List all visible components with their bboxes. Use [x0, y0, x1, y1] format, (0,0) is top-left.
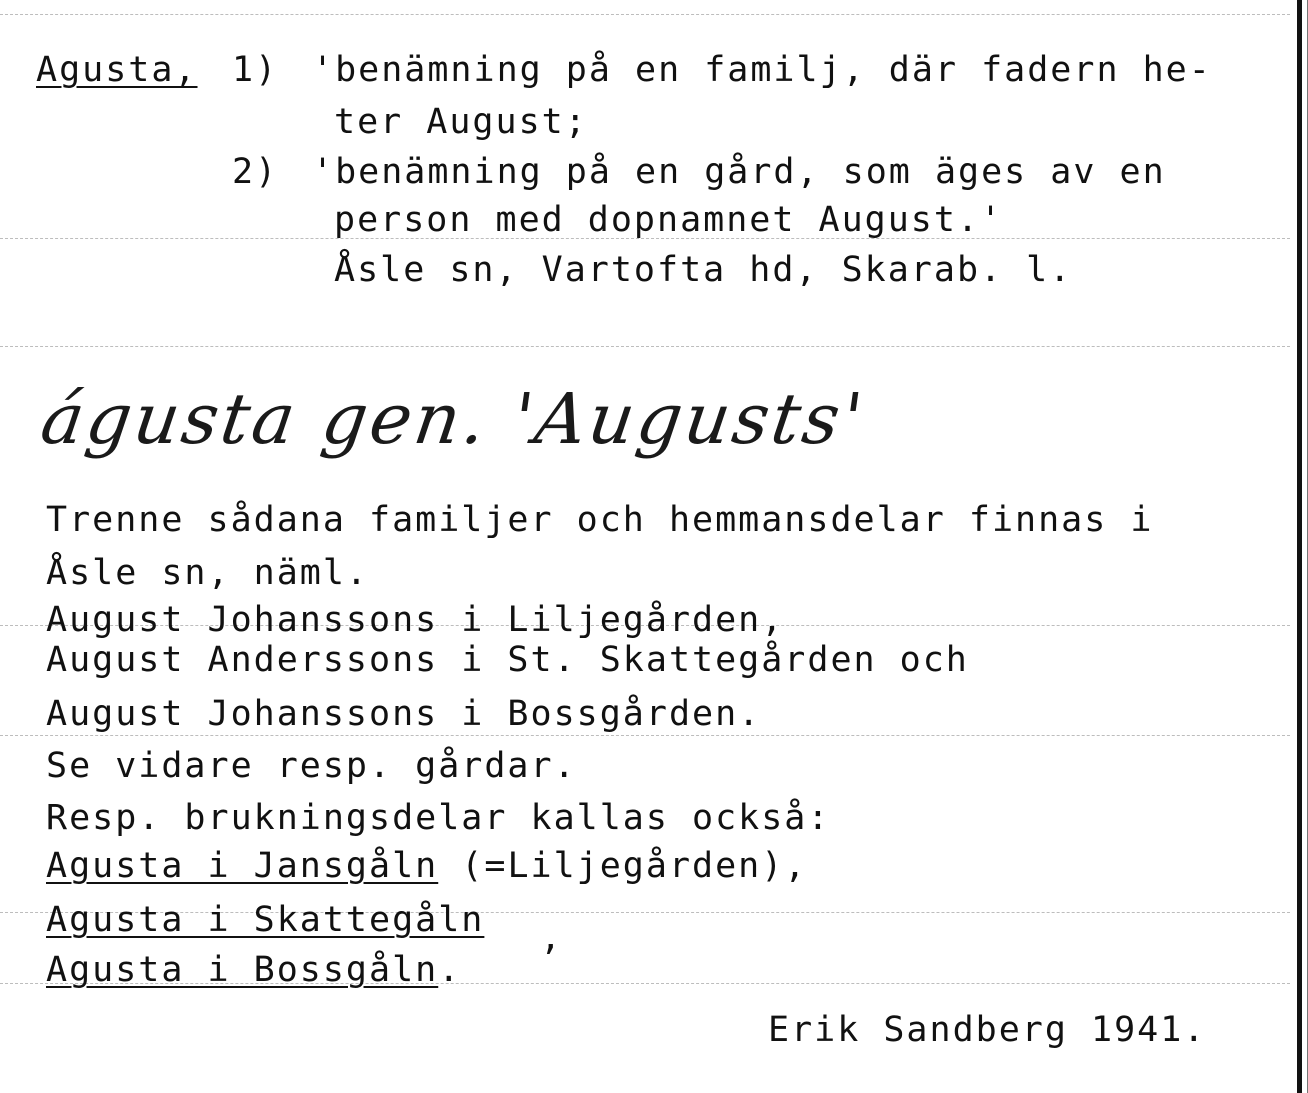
- variant-line: [46, 950, 461, 990]
- handwritten-comma: ,: [540, 918, 564, 958]
- sense-2-number: 2): [232, 152, 279, 192]
- body-line: August Johanssons i Liljegården,: [46, 600, 785, 640]
- body-line: Trenne sådana familjer och hemmansdelar finnas i: [46, 500, 1154, 540]
- location: Åsle sn, Vartofta hd, Skarab. l.: [334, 250, 1073, 290]
- variant-end: .: [438, 950, 462, 990]
- variant-name: Agusta i Skattegåln: [46, 900, 485, 940]
- sense-1-line-2: ter August;: [334, 102, 588, 142]
- sense-2-line-2: person med dopnamnet August.': [334, 200, 1004, 240]
- ruled-line: [0, 14, 1290, 15]
- sense-1-number: 1): [232, 50, 279, 90]
- headword: Agusta,: [36, 50, 198, 90]
- sense-1-line-1: 'benämning på en familj, där fadern he-: [312, 50, 1212, 90]
- handwritten-pronunciation: águsta gen. 'Augusts': [36, 378, 871, 460]
- variant-note: (=Liljegården),: [438, 846, 808, 886]
- sense-2-line-1: 'benämning på en gård, som äges av en: [312, 152, 1166, 192]
- ruled-line: [0, 735, 1290, 736]
- variant-name: Agusta i Bossgåln: [46, 950, 439, 990]
- body-line: August Johanssons i Bossgården.: [46, 694, 762, 734]
- body-line: Se vidare resp. gårdar.: [46, 746, 577, 786]
- body-line: Åsle sn, näml.: [46, 553, 370, 593]
- body-line: Resp. brukningsdelar kallas också:: [46, 798, 831, 838]
- signature: Erik Sandberg 1941.: [768, 1010, 1207, 1050]
- variant-line: [46, 846, 807, 886]
- card-edge: [1297, 0, 1302, 1093]
- ruled-line: [0, 346, 1290, 347]
- variant-name: Agusta i Jansgåln: [46, 846, 439, 886]
- body-line: August Anderssons i St. Skattegården och: [46, 640, 969, 680]
